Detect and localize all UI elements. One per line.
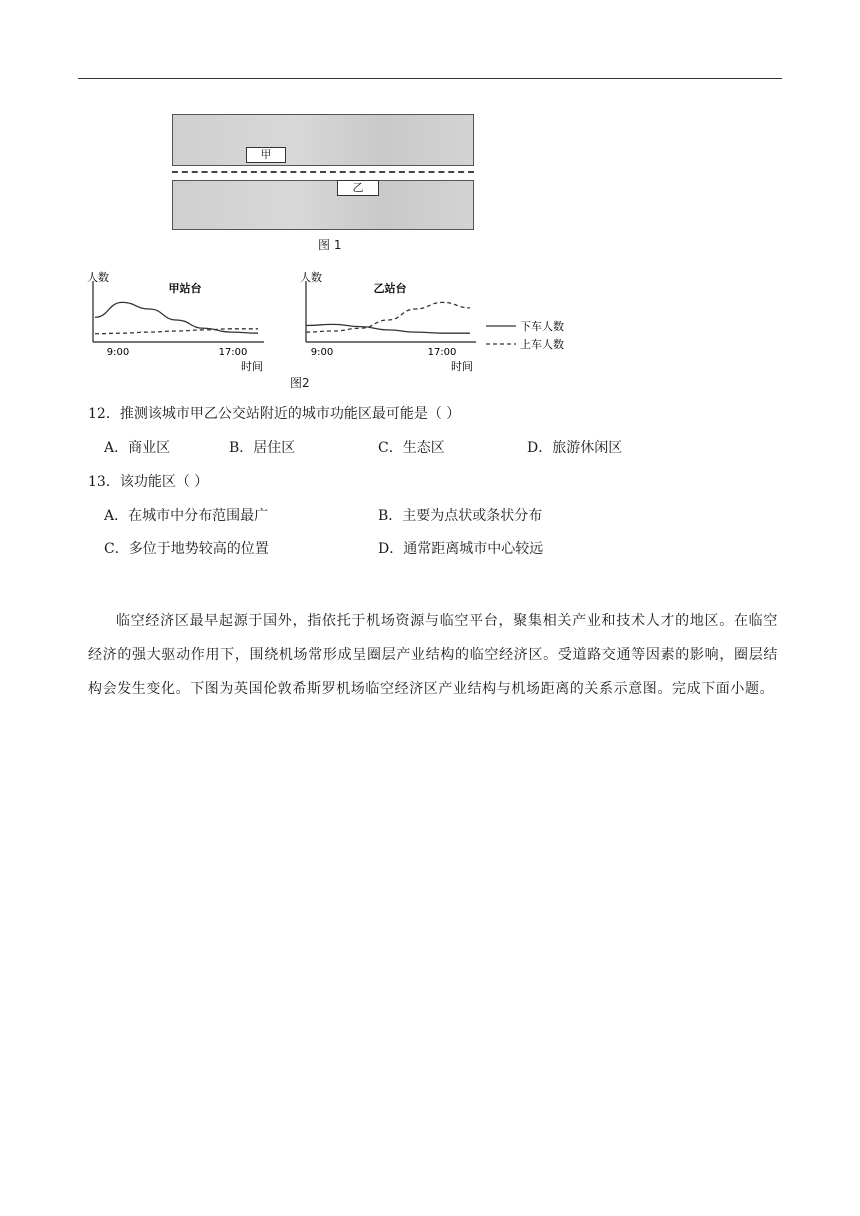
q12-option-c: C．生态区 (378, 440, 445, 456)
chart-1-title: 甲站台 (168, 282, 202, 295)
figure-2-svg (70, 265, 590, 375)
question-13-stem: 13．该功能区（ ） (88, 474, 209, 490)
figure-1-road-diagram (170, 112, 476, 252)
road-upper-side (172, 114, 474, 166)
q13-option-c: C．多位于地势较高的位置 (104, 541, 269, 557)
q13-option-d: D．通常距离城市中心较远 (378, 541, 544, 557)
chart-2-title: 乙站台 (373, 282, 407, 295)
chart-1-ylabel: 人数 (87, 271, 109, 284)
header-rule (78, 78, 782, 79)
q12-option-d: D．旅游休闲区 (527, 440, 623, 456)
chart-2-series-board-line (306, 302, 470, 332)
chart-1-series-board-line (95, 329, 258, 334)
figure-2-caption: 图2 (290, 376, 310, 390)
q12-option-a: A．商业区 (104, 440, 171, 456)
chart-2-series-alight-line (306, 324, 470, 333)
legend-board-label: 上车人数 (520, 338, 564, 351)
chart-2-tick-900: 9:00 (310, 347, 334, 358)
road-lower-side (172, 180, 474, 230)
bus-stop-yi: 乙 (337, 180, 379, 196)
q12-option-b: B．居住区 (229, 440, 296, 456)
chart-1-tick-900: 9:00 (106, 347, 130, 358)
road-center-line (172, 171, 474, 173)
chart-1-series-alight-line (95, 302, 258, 333)
chart-2-tick-1700: 17:00 (427, 347, 457, 358)
figure-2-charts (70, 265, 590, 395)
question-12-stem: 12．推测该城市甲乙公交站附近的城市功能区最可能是（ ） (88, 406, 461, 422)
chart-2-xlabel: 时间 (451, 360, 473, 373)
chart-2-ylabel: 人数 (300, 271, 322, 284)
chart-1-tick-1700: 17:00 (218, 347, 248, 358)
figure-1-caption: 图 1 (318, 238, 342, 252)
q13-option-a: A．在城市中分布范围最广 (104, 508, 269, 524)
legend-alight-label: 下车人数 (520, 320, 564, 333)
passage-paragraph: 临空经济区最早起源于国外，指依托于机场资源与临空平台，聚集相关产业和技术人才的地区。在临空经济的强大驱动作用下，围绕机场常形成呈圈层产业结构的临空经济区。受道路交通等因素的影响，圈层结构会发生变化。下图为英国伦敦希斯罗机场临空经济区产业结构与机场距离的关系示意图。完成下面小题。 (88, 613, 778, 697)
q13-option-b: B．主要为点状或条状分布 (378, 508, 543, 524)
bus-stop-jia: 甲 (246, 147, 286, 163)
chart-1-xlabel: 时间 (241, 360, 263, 373)
